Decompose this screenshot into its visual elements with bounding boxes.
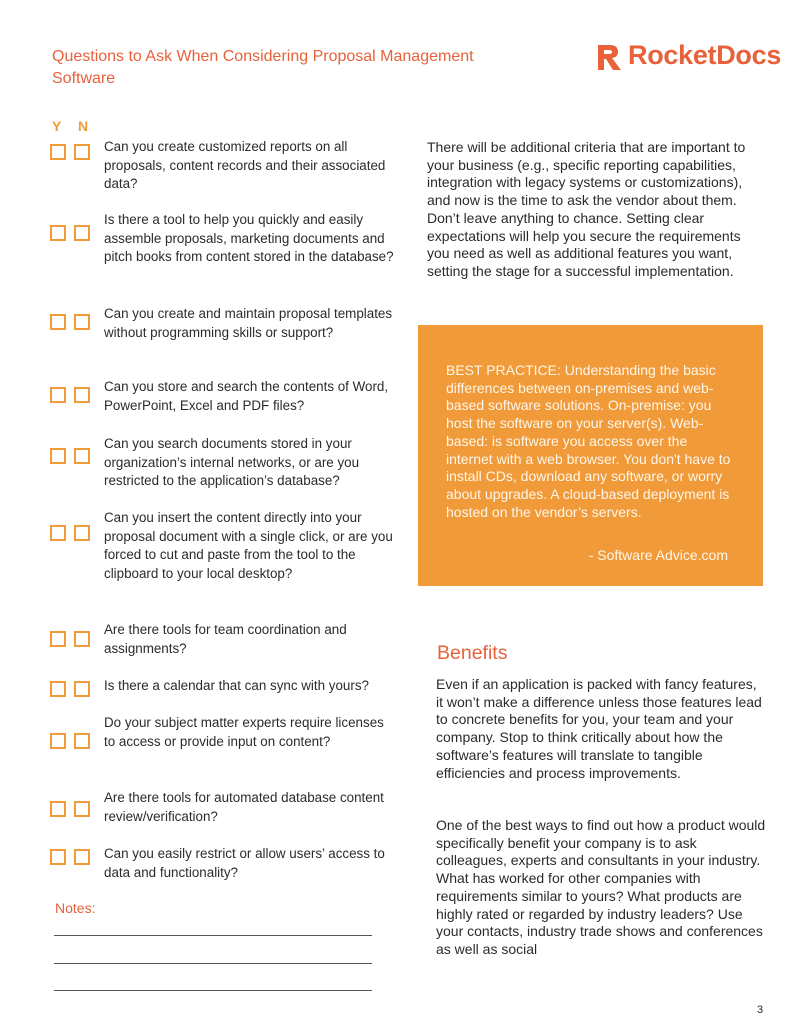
no-checkbox[interactable] xyxy=(74,448,90,464)
question-text: Do your subject matter experts require licenses to access or provide input on content? xyxy=(104,715,384,749)
no-checkbox[interactable] xyxy=(74,801,90,817)
no-checkbox[interactable] xyxy=(74,733,90,749)
callout-attribution: - Software Advice.com xyxy=(588,547,728,563)
rocketdocs-logo xyxy=(596,40,781,71)
question-text: Can you search documents stored in your organization’s internal networks, or are you restricted to the application’s database? xyxy=(104,436,360,488)
question-text: Can you insert the content directly into your proposal document with a single click, or are you forced to cut and paste from the tool to the clipboard to your local desktop? xyxy=(104,510,393,581)
best-practice-callout xyxy=(418,325,763,586)
no-checkbox[interactable] xyxy=(74,144,90,160)
yes-checkbox[interactable] xyxy=(50,448,66,464)
intro-paragraph: There will be additional criteria that are important to your business (e.g., specific reporting capabilities, integration with legacy systems or customizations), and now is the time to ask the vendor about them. Don’t leave anything to chance. Setting clear expectations will help you secure the requirements you need as well as additional features you want, setting the stage for a successful implementation. xyxy=(427,139,746,279)
yes-checkbox[interactable] xyxy=(50,387,66,403)
yes-checkbox[interactable] xyxy=(50,225,66,241)
yes-checkbox[interactable] xyxy=(50,144,66,160)
question-text: Can you create customized reports on all proposals, content records and their associated data? xyxy=(104,139,386,191)
yes-column-label: Y xyxy=(52,118,62,134)
no-checkbox[interactable] xyxy=(74,225,90,241)
page-number: 3 xyxy=(757,1004,764,1016)
notes-line[interactable] xyxy=(54,990,372,991)
question-text: Can you easily restrict or allow users’ access to data and functionality? xyxy=(104,846,385,880)
no-checkbox[interactable] xyxy=(74,631,90,647)
question-text: Is there a tool to help you quickly and easily assemble proposals, marketing documents and pitch books from content stored in the database? xyxy=(104,212,394,264)
yes-checkbox[interactable] xyxy=(50,801,66,817)
benefits-paragraph: Even if an application is packed with fancy features, it won’t make a difference unless those features lead to concrete benefits for you, your team and your company. Stop to think critically about how the software’s features will translate to tangible efficiencies and process improvements. xyxy=(436,676,762,781)
benefits-heading: Benefits xyxy=(437,642,508,664)
logo-wordmark: RocketDocs xyxy=(628,40,782,70)
yes-checkbox[interactable] xyxy=(50,631,66,647)
notes-label: Notes: xyxy=(55,900,96,916)
question-text: Are there tools for team coordination and assignments? xyxy=(104,622,347,656)
no-checkbox[interactable] xyxy=(74,849,90,865)
notes-line[interactable] xyxy=(54,935,372,936)
question-text: Can you create and maintain proposal templates without programming skills or support? xyxy=(104,306,393,340)
notes-line[interactable] xyxy=(54,963,372,964)
no-checkbox[interactable] xyxy=(74,387,90,403)
yes-checkbox[interactable] xyxy=(50,681,66,697)
yes-checkbox[interactable] xyxy=(50,525,66,541)
callout-text: BEST PRACTICE: Understanding the basic differences between on-premises and web-based software solutions. On-premise: you host the software on your server(s). Web-based: is software you access over the internet with a web browser. You don't have to install CDs, download any software, or worry about upgrades. A cloud-based deployment is hosted on the vendor’s servers. xyxy=(446,362,731,520)
yes-checkbox[interactable] xyxy=(50,849,66,865)
no-column-label: N xyxy=(78,118,89,134)
yes-checkbox[interactable] xyxy=(50,733,66,749)
no-checkbox[interactable] xyxy=(74,314,90,330)
no-checkbox[interactable] xyxy=(74,525,90,541)
benefits-paragraph: One of the best ways to find out how a product would specifically benefit your company is to ask colleagues, experts and consultants in your industry. What has worked for other companies with requirements similar to yours? What products are highly rated or regarded by industry leaders? Use your contacts, industry trade shows and conferences as well as social xyxy=(436,817,766,957)
question-text: Can you store and search the contents of Word, PowerPoint, Excel and PDF files? xyxy=(104,379,389,413)
question-text: Are there tools for automated database content review/verification? xyxy=(104,790,384,824)
no-checkbox[interactable] xyxy=(74,681,90,697)
rocketdocs-mark-icon xyxy=(596,41,624,71)
question-text: Is there a calendar that can sync with yours? xyxy=(104,678,369,693)
page-title: Questions to Ask When Considering Proposal Management Software xyxy=(52,48,474,87)
yes-checkbox[interactable] xyxy=(50,314,66,330)
